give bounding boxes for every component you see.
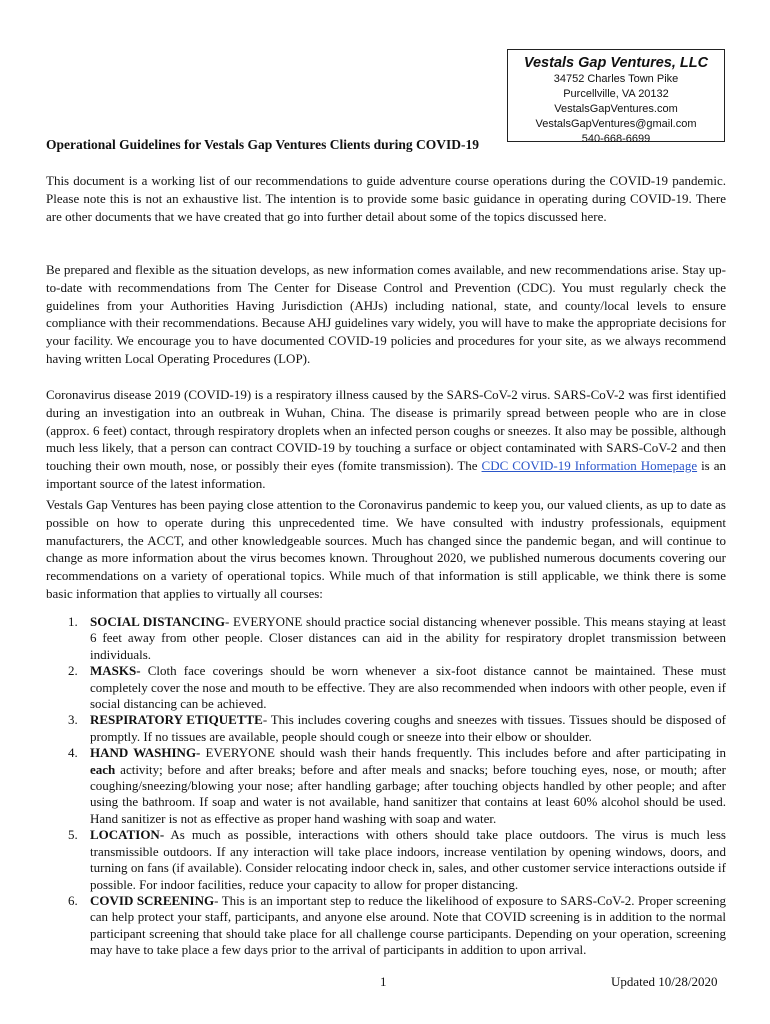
company-name: Vestals Gap Ventures, LLC: [523, 55, 709, 71]
list-item: [46, 663, 726, 712]
list-item: [46, 893, 726, 959]
document-title: Operational Guidelines for Vestals Gap Ventures Clients during COVID-19: [46, 137, 480, 152]
company-address-line1: 34752 Charles Town Pike: [553, 73, 679, 85]
list-text: As much as possible, interactions with others should take place outdoors. The virus is much less transmissible outdoors. If any interaction will take place indoors, increase ventilation by opening windows, doors, and turning on fans (if available). Consider relocating indoor check in, sales, and other customer service interactions outside if possible. For indoor facilities, reduce your capacity to allow for proper distancing.: [90, 827, 726, 892]
company-email: VestalsGapVentures@gmail.com: [535, 118, 697, 130]
list-item: [46, 712, 726, 745]
list-text: Cloth face coverings should be worn whenever a six-foot distance cannot be maintained. These must completely cover the nose and mouth to be effective. They are also recommended when indoors with other people, even if social distancing can be achieved.: [90, 663, 726, 712]
list-heading: COVID SCREENING: [90, 892, 215, 908]
list-item: [46, 827, 726, 893]
company-phone: 540-668-6699: [581, 133, 651, 145]
preparedness-paragraph: Be prepared and flexible as the situation develops, as new information comes available, and new recommendations arise. Stay up-to-date with recommendations from The Center for Disease Control and Prevention (CDC). You must regularly check the guidelines from your Authorities Having Jurisdiction (AHJs) including national, state, and county/local levels to ensure compliance with their recommendations. Because AHJ guidelines vary widely, you will have to make the appropriate decisions for your facility. We encourage you to have documented COVID-19 policies and procedures for your site, as we always recommend having written Local Operating Procedures (LOP).: [46, 262, 726, 366]
company-info-box: [507, 49, 725, 145]
cdc-homepage-link[interactable]: CDC COVID-19 Information Homepage: [481, 458, 698, 474]
list-emphasis: each: [90, 761, 116, 777]
list-number: 2.: [68, 663, 78, 679]
list-text: activity; before and after breaks; before and after meals and snacks; before touching eyes, nose, or mouth; after coughing/sneezing/blowing your nose; after handling garbage; after touching objects handled by other people; and after using the bathroom. If soap and water is not available, hand sanitizer that contains at least 60% alcohol should be used. Hand sanitizer is not as effective as proper hand washing with soap and water.: [90, 761, 726, 826]
list-number: 5.: [68, 827, 78, 843]
list-heading: LOCATION-: [90, 827, 165, 843]
coronavirus-text-end: is an important source of the latest information.: [46, 458, 726, 491]
list-heading: MASKS-: [90, 663, 141, 679]
list-heading: HAND WASHING-: [90, 745, 201, 761]
vestals-gap-paragraph: Vestals Gap Ventures has been paying close attention to the Coronavirus pandemic to keep you, our valued clients, as up to date as possible on how to operate during this unprecedented time. We have consulted with industry professionals, equipment manufacturers, the ACCT, and other knowledgeable sources. Much has changed since the pandemic began, and will continue to change as more information about the virus becomes known. Throughout 2020, we published numerous documents covering our recommendations on a variety of operational topics. While much of that information is still applicable, we think there is some basic information that applies to virtually all courses:: [46, 497, 726, 601]
company-website: VestalsGapVentures.com: [554, 103, 678, 115]
list-item: [46, 745, 726, 827]
list-text: EVERYONE should wash their hands frequently. This includes before and after participating in: [200, 745, 726, 761]
list-heading: RESPIRATORY ETIQUETTE: [90, 712, 263, 728]
list-number: 1.: [68, 614, 78, 629]
updated-date: Updated 10/28/2020: [611, 974, 718, 989]
company-address-line2: Purcellville, VA 20132: [563, 88, 669, 100]
coronavirus-text: Coronavirus disease 2019 (COVID-19) is a respiratory illness caused by the SARS-CoV-2 virus. SARS-CoV-2 was first identified during an investigation into an outbreak in Wuhan, China. The disease is primarily spread between people who are in close (approx. 6 feet) contact, through respiratory droplets when an infected person coughs or sneezes. It also may be possible, although much less likely, that a person can contract COVID-19 by touching a surface or object contaminated with SARS-CoV-2 and then touching their own mouth, nose, or possibly their eyes (fomite transmission). The: [46, 387, 726, 474]
list-number: 6.: [68, 892, 78, 908]
list-number: 3.: [68, 712, 78, 728]
page-number: 1: [380, 974, 387, 989]
list-heading: SOCIAL DISTANCING: [90, 614, 225, 629]
list-item: [46, 614, 726, 663]
intro-paragraph: This document is a working list of our recommendations to guide adventure course operations during the COVID-19 pandemic. Please note this is not an exhaustive list. The intention is to provide some basic guidance in operating during COVID-19. There are other documents that we have created that go into further detail about some of the topics discussed here.: [46, 173, 726, 224]
list-number: 4.: [68, 745, 78, 761]
list-text: - This includes covering coughs and sneezes with tissues. Tissues should be disposed of promptly. If no tissues are available, people should cough or sneeze into their elbow or shoulder.: [90, 712, 726, 744]
list-text: - EVERYONE should practice social distancing whenever possible. This means staying at least 6 feet away from other people. Closer distances can aid in the ability for respiratory droplet transmission between individuals.: [90, 614, 726, 662]
coronavirus-paragraph: [46, 386, 726, 493]
list-text: - This is an important step to reduce the likelihood of exposure to SARS-CoV-2. Proper screening can help protect your staff, participants, and anyone else around. Note that COVID screening is in addition to the normal participant screening that should take place for all challenge course participants. Depending on your operation, screening may have to take place a few days prior to the arrival of participants in addition to upon arrival.: [90, 892, 726, 958]
guidelines-list: [46, 614, 726, 959]
